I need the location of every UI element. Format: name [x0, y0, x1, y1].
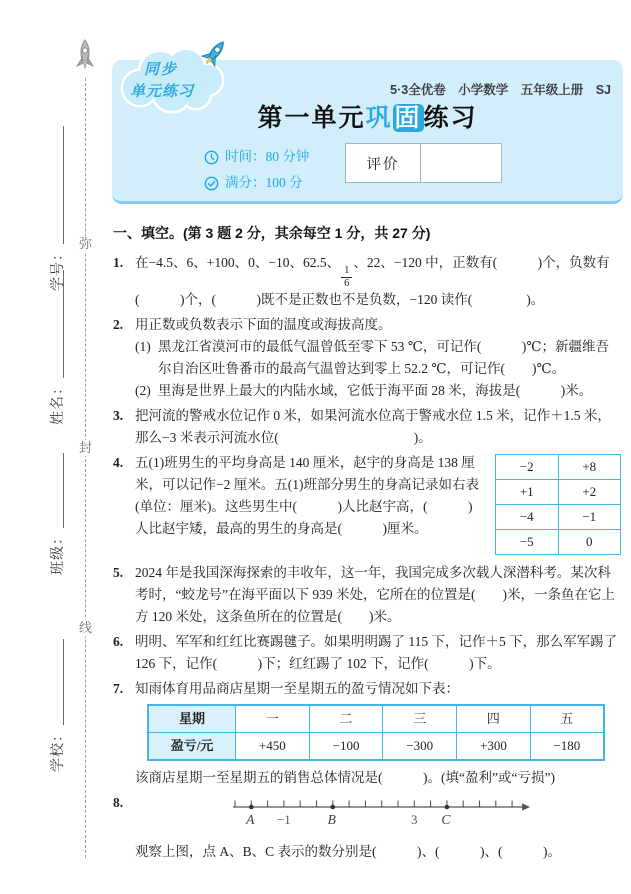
score-label: 满分：100 分 [225, 175, 303, 190]
question-text: 观察上图，点 A、B、C 表示的数分别是( )、( )、( )。 [135, 844, 561, 860]
number-line-figure [135, 794, 621, 841]
table-cell: +450 [236, 733, 310, 761]
profit-loss-table-wrap [147, 704, 621, 761]
sub-item-number: (2) [135, 383, 151, 399]
evaluation-empty-cell [421, 144, 501, 182]
evaluation-box [345, 143, 502, 183]
question-text: 把河流的警戒水位记作 0 米，如果河流水位高于警戒水位 1.5 米，记作＋1.5 米，那么−3 米表示河流水位( )。 [135, 408, 611, 446]
question-5 [113, 562, 621, 628]
question-number: 5. [113, 565, 124, 581]
unit-practice-badge [112, 36, 242, 128]
seal-char: 弥 [78, 236, 92, 251]
table-cell: 0 [558, 530, 621, 555]
field-blank-line [51, 270, 64, 378]
field-label: 学号： [51, 246, 66, 291]
question-4 [113, 452, 621, 559]
table-cell: −1 [558, 505, 621, 530]
question-number: 2. [113, 317, 124, 333]
table-cell: −300 [383, 733, 457, 761]
table-cell: −100 [309, 733, 383, 761]
class-field [45, 453, 69, 575]
number-line-point [249, 805, 254, 810]
question-body [135, 678, 621, 789]
question-number: 7. [113, 681, 124, 697]
question-text: 黑龙江省漠河市的最低气温曾低至零下 53 ℃，可记作( )℃；新疆维吾尔自治区吐鲁番市的最高气温曾达到零上 52.2 ℃，可记作( )℃。 [158, 339, 609, 377]
question-number: 6. [113, 634, 124, 650]
sub-item-2 [135, 380, 621, 402]
question-8 [113, 792, 621, 863]
time-row [204, 144, 309, 170]
badge-text: 单元练习 [130, 83, 195, 100]
table-cell: 一 [236, 705, 310, 733]
question-number: 1. [113, 255, 124, 270]
seal-char: 线 [78, 620, 92, 635]
evaluation-label: 评价 [346, 144, 421, 182]
table-cell: 四 [457, 705, 531, 733]
sub-item-number: (1) [135, 339, 151, 355]
time-label: 时间：80 分钟 [225, 149, 310, 164]
question-7 [113, 678, 621, 789]
number-line-point [445, 805, 450, 810]
table-cell: +300 [457, 733, 531, 761]
question-6 [113, 631, 621, 675]
question-text: 该商店星期一至星期五的销售总体情况是( )。(填“盈利”或“亏损”) [135, 770, 555, 786]
table-cell: −180 [530, 733, 604, 761]
point-label: B [327, 812, 336, 828]
section-title: 一、填空。(第 3 题 2 分，其余每空 1 分，共 27 分) [113, 225, 431, 241]
edition-info: 5·3全优卷 小学数学 五年级上册 SJ [390, 83, 611, 97]
question-text: 知雨体育用品商店星期一至星期五的盈亏情况如下表： [135, 681, 459, 697]
field-label: 学校： [51, 727, 66, 772]
table-cell: +8 [558, 455, 621, 480]
point-label: C [441, 812, 451, 828]
field-blank-line [51, 126, 64, 244]
question-number: 3. [113, 408, 124, 424]
fraction-denominator: 6 [344, 277, 350, 289]
profit-loss-table [147, 704, 605, 761]
question-body [135, 314, 621, 402]
table-cell: 盈亏/元 [148, 733, 236, 761]
question-text: 2024 年是我国深海探索的丰收年，这一年，我国完成多次载人深潜科考。某次科考时，“蛟龙号”在海平面以下 939 米处，它所在的位置是( )米，一条鱼在它上方 120 米处，这条鱼所在的位置是( )米。 [135, 565, 615, 625]
question-body [135, 562, 621, 628]
question-text: 里海是世界上最大的内陆水域，它低于海平面 28 米，海拔是( )米。 [158, 383, 593, 399]
school-field [45, 639, 69, 772]
field-blank-line [51, 453, 64, 528]
height-record-table [495, 454, 621, 555]
seal-char: 封 [78, 440, 92, 455]
name-field [45, 270, 69, 425]
questions-area [113, 222, 621, 866]
sub-item-1 [135, 336, 621, 380]
question-text: 、22、−120 中，正数有( )个，负数有( )个，( )既不是正数也不是负数，−120 读作( )。 [135, 255, 610, 308]
fraction [341, 265, 352, 289]
table-row [148, 705, 604, 733]
table-cell: +2 [558, 480, 621, 505]
title-text: 练习 [423, 104, 478, 132]
table-row [496, 455, 621, 480]
table-row [496, 530, 621, 555]
score-row [204, 170, 309, 196]
question-body [135, 405, 621, 449]
question-text: 五(1)班男生的平均身高是 140 厘米，赵宇的身高是 138 厘米，可以记作−2 厘米。五(1)班部分男生的身高记录如右表(单位：厘米)。这些男生中( )人比赵宇高，( )人比赵宇矮，最高的男生的身高是( )厘米。 [135, 455, 479, 537]
student-id-field [45, 126, 69, 291]
question-text: 明明、军军和红红比赛踢毽子。如果明明踢了 115 下，记作＋5 下，那么军军踢了 126 下，记作( )下；红红踢了 102 下，记作( )下。 [135, 634, 618, 672]
check-circle-icon [204, 176, 219, 191]
rocket-icon [72, 38, 98, 83]
title-highlight: 巩 [365, 104, 393, 132]
table-cell: +1 [496, 480, 559, 505]
table-cell: 三 [383, 705, 457, 733]
title-text: 第一单元 [257, 104, 366, 132]
table-cell: −5 [496, 530, 559, 555]
title-highlight: 固 [394, 104, 422, 132]
question-text: 用正数或负数表示下面的温度或海拔高度。 [135, 317, 392, 333]
table-cell: 二 [309, 705, 383, 733]
question-number: 8. [113, 795, 124, 811]
number-line [135, 794, 615, 834]
question-text: 在−4.5、6、+100、0、−10、62.5、 [135, 255, 341, 270]
table-row [496, 480, 621, 505]
badge-text: 同步 [144, 61, 179, 78]
field-label: 班级： [51, 530, 66, 575]
number-line-point [331, 805, 336, 810]
tick-value-label: 3 [411, 812, 418, 828]
table-cell: 星期 [148, 705, 236, 733]
tick-value-label: −1 [276, 812, 291, 828]
point-label: A [246, 812, 255, 828]
field-label: 姓名： [51, 380, 66, 425]
question-body [135, 792, 621, 863]
fraction-numerator: 1 [341, 265, 352, 278]
table-row [148, 733, 604, 761]
clock-icon [204, 150, 219, 165]
table-cell: 五 [530, 705, 604, 733]
question-1 [113, 252, 621, 311]
exam-meta [204, 144, 309, 196]
field-blank-line [51, 639, 64, 725]
question-body [135, 452, 621, 559]
question-2 [113, 314, 621, 402]
question-body [135, 252, 621, 311]
table-row [496, 505, 621, 530]
question-body [135, 631, 621, 675]
question-3 [113, 405, 621, 449]
seal-dashed-line [85, 78, 86, 858]
question-number: 4. [113, 455, 124, 471]
table-cell: −4 [496, 505, 559, 530]
table-cell: −2 [496, 455, 559, 480]
